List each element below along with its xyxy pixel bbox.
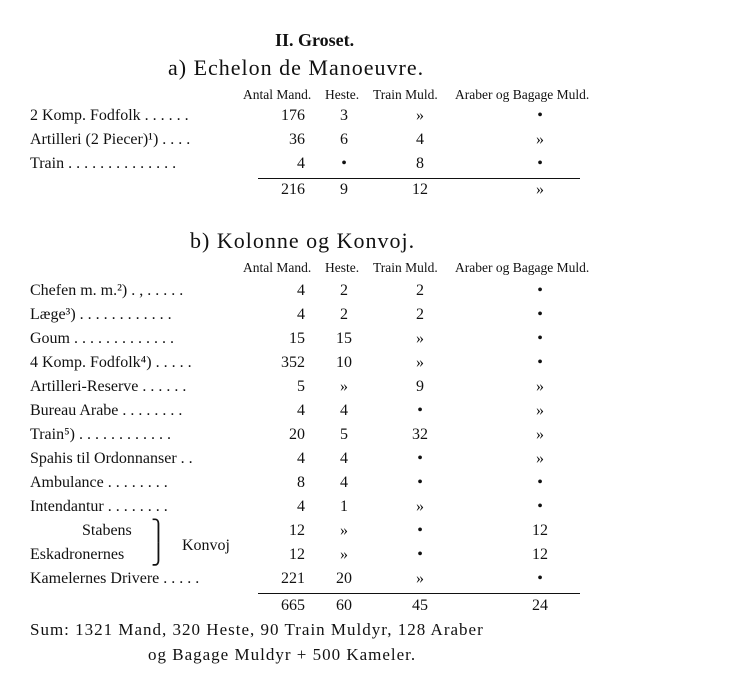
cell-train: 2 bbox=[416, 282, 424, 299]
total-rule bbox=[258, 593, 580, 594]
cell-train: » bbox=[416, 354, 424, 371]
cell-mand: 4 bbox=[297, 498, 305, 515]
section-a-heading: a) Echelon de Manoeuvre. bbox=[168, 55, 425, 80]
cell-train: 2 bbox=[416, 306, 424, 323]
col-heste: Heste. bbox=[325, 260, 360, 275]
cell-araber: » bbox=[536, 378, 544, 395]
cell-mand: 15 bbox=[289, 330, 305, 347]
cell-train: 9 bbox=[416, 378, 424, 395]
brace-top-icon: ⎫ bbox=[151, 520, 166, 542]
cell-araber: » bbox=[536, 450, 544, 467]
cell-mand: 4 bbox=[297, 282, 305, 299]
cell-mand: 221 bbox=[281, 570, 305, 587]
cell-araber: • bbox=[537, 282, 543, 299]
cell-mand: 5 bbox=[297, 378, 305, 395]
cell-heste: • bbox=[341, 155, 347, 172]
cell-araber: • bbox=[537, 107, 543, 124]
table-row bbox=[0, 306, 746, 330]
cell-train: » bbox=[416, 498, 424, 515]
row-label: Bureau Arabe . . . . . . . . bbox=[30, 402, 183, 419]
table-row bbox=[0, 450, 746, 474]
table-row bbox=[0, 498, 746, 522]
table-row bbox=[0, 402, 746, 426]
cell-araber: • bbox=[537, 330, 543, 347]
cell-train: 32 bbox=[412, 426, 428, 443]
col-heste: Heste. bbox=[325, 87, 360, 102]
cell-mand: 20 bbox=[289, 426, 305, 443]
cell-araber: • bbox=[537, 474, 543, 491]
row-label: Artilleri (2 Piecer)¹) . . . . bbox=[30, 131, 191, 148]
row-label: 2 Komp. Fodfolk . . . . . . bbox=[30, 107, 189, 124]
cell-araber: • bbox=[537, 498, 543, 515]
cell-heste: » bbox=[340, 546, 348, 563]
cell-heste: 6 bbox=[340, 131, 348, 148]
table-row bbox=[0, 155, 746, 179]
row-label: Kamelernes Drivere . . . . . bbox=[30, 570, 200, 587]
table-row bbox=[0, 426, 746, 450]
cell-mand: 4 bbox=[297, 402, 305, 419]
total-train: 12 bbox=[412, 181, 428, 198]
row-label: Train⁵) . . . . . . . . . . . . bbox=[30, 426, 171, 443]
cell-mand: 4 bbox=[297, 306, 305, 323]
table-row bbox=[0, 522, 746, 546]
total-row bbox=[0, 597, 746, 621]
cell-araber: • bbox=[537, 155, 543, 172]
cell-train: » bbox=[416, 107, 424, 124]
konvoj-label-stabens: Stabens bbox=[82, 522, 132, 539]
cell-heste: 3 bbox=[340, 107, 348, 124]
row-label: Artilleri-Reserve . . . . . . bbox=[30, 378, 187, 395]
row-label: Train . . . . . . . . . . . . . . bbox=[30, 155, 177, 172]
cell-heste: 2 bbox=[340, 306, 348, 323]
cell-train: • bbox=[417, 474, 423, 491]
cell-heste: » bbox=[340, 378, 348, 395]
total-mand: 216 bbox=[281, 181, 305, 198]
row-label: Læge³) . . . . . . . . . . . . bbox=[30, 306, 172, 323]
col-antal-mand: Antal Mand. bbox=[243, 260, 312, 275]
cell-heste: 1 bbox=[340, 498, 348, 515]
cell-train: • bbox=[417, 522, 423, 539]
konvoj-label-eskadronernes: Eskadronernes bbox=[30, 546, 125, 563]
row-label: Chefen m. m.²) . , . . . . . bbox=[30, 282, 184, 299]
cell-heste: 10 bbox=[336, 354, 352, 371]
total-araber: » bbox=[536, 181, 544, 198]
table-row bbox=[0, 546, 746, 570]
cell-train: 8 bbox=[416, 155, 424, 172]
cell-heste: 20 bbox=[336, 570, 352, 587]
row-label: Ambulance . . . . . . . . bbox=[30, 474, 168, 491]
table-row bbox=[0, 474, 746, 498]
total-rule bbox=[258, 178, 580, 179]
cell-heste: 4 bbox=[340, 474, 348, 491]
cell-araber: » bbox=[536, 131, 544, 148]
total-heste: 60 bbox=[336, 597, 352, 614]
total-araber: 24 bbox=[532, 597, 548, 614]
cell-araber: » bbox=[536, 426, 544, 443]
cell-araber: • bbox=[537, 570, 543, 587]
cell-mand: 36 bbox=[289, 131, 305, 148]
konvoj-group-label: Konvoj bbox=[182, 537, 230, 554]
table-row bbox=[0, 354, 746, 378]
cell-araber: » bbox=[536, 402, 544, 419]
cell-mand: 8 bbox=[297, 474, 305, 491]
cell-heste: 15 bbox=[336, 330, 352, 347]
col-araber-bagage: Araber og Bagage Muld. bbox=[455, 260, 590, 275]
cell-mand: 12 bbox=[289, 522, 305, 539]
cell-mand: 12 bbox=[289, 546, 305, 563]
cell-araber: • bbox=[537, 306, 543, 323]
total-row bbox=[0, 181, 746, 205]
cell-train: • bbox=[417, 546, 423, 563]
col-antal-mand: Antal Mand. bbox=[243, 87, 312, 102]
cell-train: • bbox=[417, 402, 423, 419]
brace-bottom-icon: ⎭ bbox=[151, 544, 166, 566]
cell-araber: • bbox=[537, 354, 543, 371]
col-train-muld: Train Muld. bbox=[373, 260, 438, 275]
cell-mand: 176 bbox=[281, 107, 305, 124]
cell-heste: 4 bbox=[340, 450, 348, 467]
col-train-muld: Train Muld. bbox=[373, 87, 438, 102]
row-label: Goum . . . . . . . . . . . . . bbox=[30, 330, 174, 347]
cell-mand: 4 bbox=[297, 155, 305, 172]
page-title: II. Groset. bbox=[275, 30, 355, 50]
summary-line-2: og Bagage Muldyr + 500 Kameler. bbox=[148, 645, 417, 664]
cell-araber: 12 bbox=[532, 546, 548, 563]
total-heste: 9 bbox=[340, 181, 348, 198]
section-b-heading: b) Kolonne og Konvoj. bbox=[190, 228, 416, 253]
table-row bbox=[0, 330, 746, 354]
table-row bbox=[0, 378, 746, 402]
cell-train: • bbox=[417, 450, 423, 467]
summary-line-1: Sum: 1321 Mand, 320 Heste, 90 Train Muldyr, 128 Araber bbox=[30, 620, 484, 639]
cell-mand: 352 bbox=[281, 354, 305, 371]
table-row bbox=[0, 570, 746, 594]
total-mand: 665 bbox=[281, 597, 305, 614]
row-label: 4 Komp. Fodfolk⁴) . . . . . bbox=[30, 354, 192, 371]
cell-mand: 4 bbox=[297, 450, 305, 467]
cell-train: 4 bbox=[416, 131, 424, 148]
cell-heste: » bbox=[340, 522, 348, 539]
cell-heste: 5 bbox=[340, 426, 348, 443]
row-label: Spahis til Ordonnanser . . bbox=[30, 450, 193, 467]
table-row bbox=[0, 282, 746, 306]
col-araber-bagage: Araber og Bagage Muld. bbox=[455, 87, 590, 102]
table-row bbox=[0, 107, 746, 131]
row-label: Intendantur . . . . . . . . bbox=[30, 498, 168, 515]
total-train: 45 bbox=[412, 597, 428, 614]
cell-train: » bbox=[416, 330, 424, 347]
cell-araber: 12 bbox=[532, 522, 548, 539]
table-row bbox=[0, 131, 746, 155]
cell-train: » bbox=[416, 570, 424, 587]
cell-heste: 4 bbox=[340, 402, 348, 419]
cell-heste: 2 bbox=[340, 282, 348, 299]
